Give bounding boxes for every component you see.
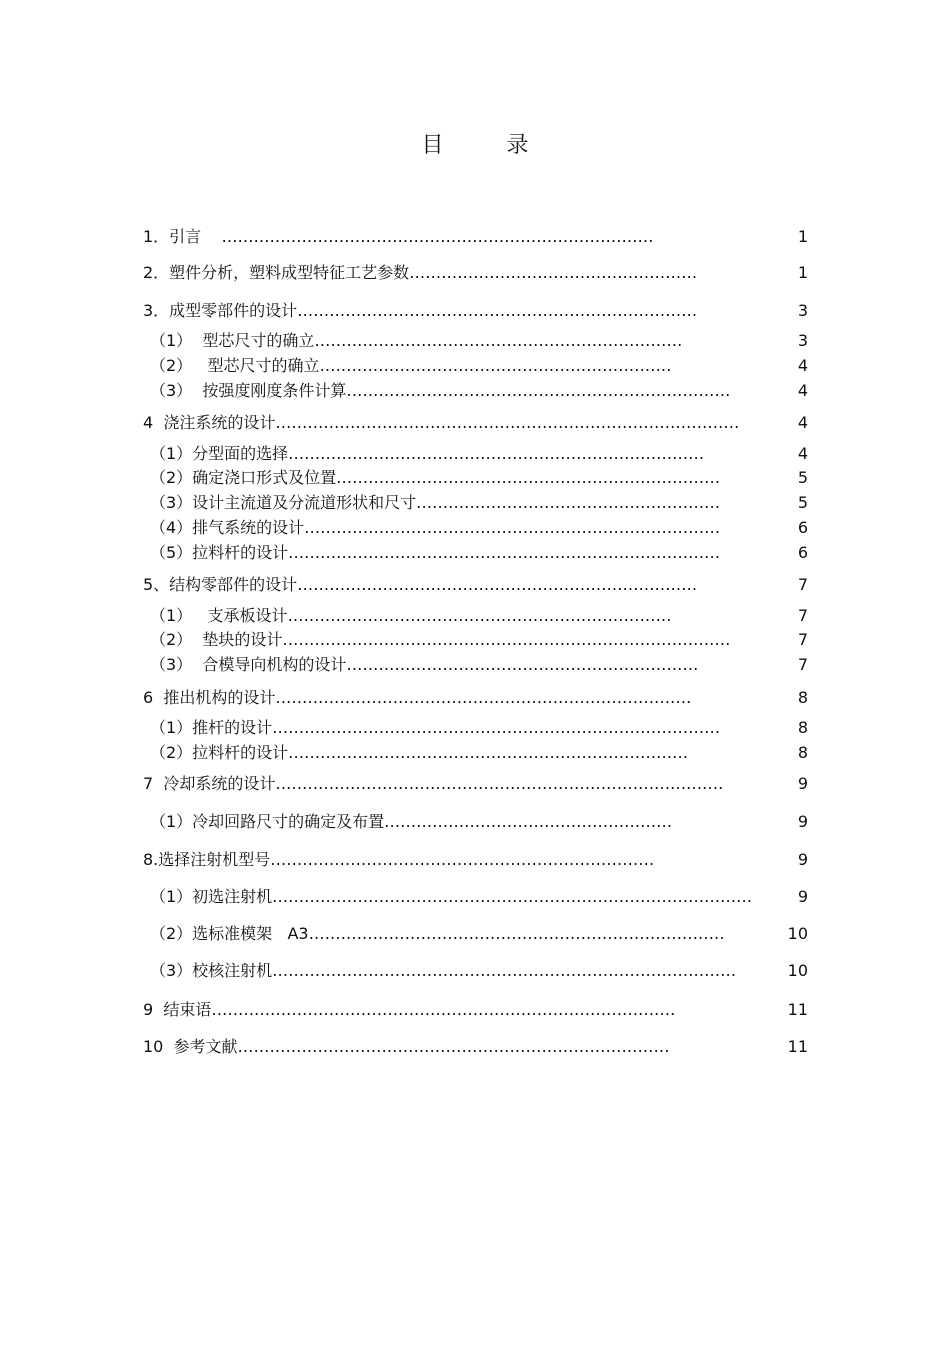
toc-entry-label: 7 冷却系统的设计………………………………………………………………………… <box>143 774 724 793</box>
toc-entry-page: 8 <box>797 718 808 737</box>
toc-entry-page: 7 <box>797 606 808 625</box>
toc-entry-label: 1．引言 ……………………………………………………………………… <box>143 227 654 246</box>
toc-entry-5-2[interactable] <box>0 629 950 651</box>
toc-entry-page: 4 <box>797 381 808 400</box>
toc-entry-page: 7 <box>797 655 808 674</box>
toc-entry-4[interactable] <box>0 412 950 434</box>
toc-entry-3-3[interactable] <box>0 380 950 402</box>
toc-entry-2[interactable] <box>0 262 950 284</box>
toc-entry-6[interactable] <box>0 687 950 709</box>
toc-entry-label: （2） 型芯尺寸的确立………………………………………………………… <box>150 356 672 375</box>
toc-entry-label: （1）冷却回路尺寸的确定及布置……………………………………………… <box>150 812 673 831</box>
toc-entry-label: （2）选标准模架 A3…………………………………………………………………… <box>150 924 725 943</box>
toc-entry-6-2[interactable] <box>0 742 950 764</box>
toc-entry-page: 1 <box>797 227 808 246</box>
toc-entry-9[interactable] <box>0 999 950 1021</box>
toc-entry-page: 11 <box>787 1037 808 1056</box>
toc-entry-label: （3）设计主流道及分流道形状和尺寸………………………………………………… <box>150 493 721 512</box>
toc-entry-label: 3．成型零部件的设计………………………………………………………………… <box>143 301 698 320</box>
toc-entry-label: （2）确定浇口形式及位置……………………………………………………………… <box>150 468 721 487</box>
toc-entry-8[interactable] <box>0 849 950 871</box>
toc-entry-page: 11 <box>787 1000 808 1019</box>
toc-entry-page: 10 <box>787 961 808 980</box>
toc-entry-label: （1） 型芯尺寸的确立…………………………………………………………… <box>150 331 683 350</box>
toc-entry-label: （2） 垫块的设计………………………………………………………………………… <box>150 630 731 649</box>
toc-entry-label: 6 推出机构的设计…………………………………………………………………… <box>143 688 692 707</box>
toc-entry-page: 7 <box>797 575 808 594</box>
toc-entry-4-3[interactable] <box>0 492 950 514</box>
toc-entry-label: 8.选择注射机型号……………………………………………………………… <box>143 850 655 869</box>
toc-entry-page: 3 <box>797 331 808 350</box>
toc-entry-10[interactable] <box>0 1036 950 1058</box>
toc-entry-label: 10 参考文献……………………………………………………………………… <box>143 1037 670 1056</box>
toc-entry-page: 3 <box>797 301 808 320</box>
toc-entry-page: 8 <box>797 743 808 762</box>
toc-entry-3-1[interactable] <box>0 330 950 352</box>
toc-entry-6-1[interactable] <box>0 717 950 739</box>
toc-entry-label: 5、结构零部件的设计………………………………………………………………… <box>143 575 698 594</box>
toc-entry-8-3[interactable] <box>0 960 950 982</box>
toc-entry-label: 2．塑件分析，塑料成型特征工艺参数……………………………………………… <box>143 263 698 282</box>
toc-entry-page: 10 <box>787 924 808 943</box>
toc-entry-page: 9 <box>797 850 808 869</box>
toc-entry-4-2[interactable] <box>0 467 950 489</box>
toc-entry-5-1[interactable] <box>0 605 950 627</box>
toc-entry-label: （1）分型面的选择…………………………………………………………………… <box>150 444 705 463</box>
toc-entry-1[interactable] <box>0 226 950 248</box>
toc-entry-label: （4）排气系统的设计…………………………………………………………………… <box>150 518 721 537</box>
toc-entry-page: 5 <box>797 468 808 487</box>
toc-entry-4-4[interactable] <box>0 517 950 539</box>
toc-entry-label: （1）推杆的设计………………………………………………………………………… <box>150 718 721 737</box>
toc-entry-page: 6 <box>797 543 808 562</box>
toc-entry-label: 4 浇注系统的设计…………………………………………………………………………… <box>143 413 740 432</box>
toc-entry-label: （1） 支承板设计……………………………………………………………… <box>150 606 672 625</box>
toc-entry-4-1[interactable] <box>0 443 950 465</box>
toc-entry-5[interactable] <box>0 574 950 596</box>
toc-entry-page: 4 <box>797 444 808 463</box>
toc-entry-7-1[interactable] <box>0 811 950 833</box>
toc-entry-label: （1）初选注射机……………………………………………………………………………… <box>150 887 753 906</box>
toc-entry-label: （5）拉料杆的设计……………………………………………………………………… <box>150 543 721 562</box>
toc-entry-page: 5 <box>797 493 808 512</box>
page-title: 目 录 <box>421 133 557 158</box>
toc-entry-page: 9 <box>797 887 808 906</box>
toc-entry-8-2[interactable] <box>0 923 950 945</box>
toc-entry-label: （2）拉料杆的设计………………………………………………………………… <box>150 743 689 762</box>
toc-entry-page: 9 <box>797 812 808 831</box>
toc-entry-3[interactable] <box>0 300 950 322</box>
toc-entry-page: 8 <box>797 688 808 707</box>
toc-entry-4-5[interactable] <box>0 542 950 564</box>
toc-entry-7[interactable] <box>0 773 950 795</box>
toc-entry-label: （3） 按强度刚度条件计算……………………………………………………………… <box>150 381 731 400</box>
toc-entry-label: （3）校核注射机…………………………………………………………………………… <box>150 961 737 980</box>
toc-entry-page: 1 <box>797 263 808 282</box>
toc-entry-page: 7 <box>797 630 808 649</box>
toc-entry-3-2[interactable] <box>0 355 950 377</box>
toc-entry-page: 6 <box>797 518 808 537</box>
toc-entry-label: 9 结束语…………………………………………………………………………… <box>143 1000 676 1019</box>
toc-entry-page: 4 <box>797 356 808 375</box>
toc-entry-page: 9 <box>797 774 808 793</box>
toc-entry-page: 4 <box>797 413 808 432</box>
toc-entry-8-1[interactable] <box>0 886 950 908</box>
toc-entry-label: （3） 合模导向机构的设计………………………………………………………… <box>150 655 699 674</box>
toc-entry-5-3[interactable] <box>0 654 950 676</box>
